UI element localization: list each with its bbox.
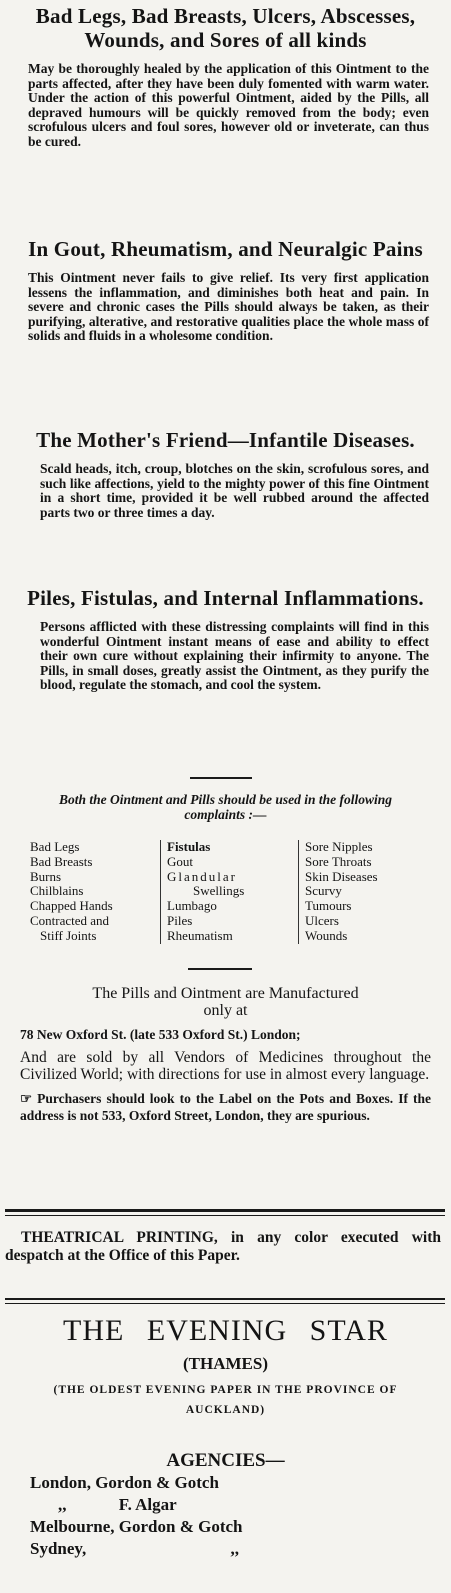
list-item: Fistulas [167, 839, 211, 854]
agencies-heading: AGENCIES— [166, 1450, 285, 1471]
complaints-column-3 [298, 840, 378, 944]
evening-star-advertisement [0, 1314, 451, 1420]
section-bad-legs [0, 4, 451, 149]
section-piles [0, 585, 451, 693]
agencies-list [0, 1450, 451, 1560]
ditto-mark: ,, [58, 1495, 67, 1514]
evening-star-title: THE EVENING STAR [63, 1314, 388, 1347]
evening-star-tagline: (THE OLDEST EVENING PAPER IN THE PROVINCE OF AUCKLAND) [53, 1384, 398, 1416]
section-heading: The Mother's Friend—Infantile Diseases. [36, 428, 415, 452]
complaints-column-2 [160, 840, 244, 944]
evening-star-subtitle: (THAMES) [183, 1354, 268, 1373]
section-body: Persons afflicted with these distressing complaints will find in this wonderful Ointment instant means of ease and ability to effect their own cure without explaining their infirmity to anyone. The Pills, in small doses, greatly assist the Ointment, as they purify the blood, regulate the stomach, and cool the system. [40, 619, 429, 692]
theatrical-printing-text: THEATRICAL PRINTING, in any color executed with despatch at the Office of this Paper. [5, 1229, 441, 1264]
complaints-column-1 [30, 840, 113, 944]
list-item: Sore Nipples [305, 839, 373, 854]
purchasers-warning-text: Purchasers should look to the Label on the Pots and Boxes. If the address is not 533, Oxford Street, London, they are spurious. [20, 1091, 431, 1123]
list-item: Tumours [305, 898, 352, 914]
manufacture-notice [0, 985, 451, 1124]
thin-divider [5, 1303, 445, 1304]
thick-divider [5, 1209, 445, 1212]
manufacture-address: 78 New Oxford St. (late 533 Oxford St.) London; [20, 1027, 301, 1042]
list-item: Bad Legs [30, 839, 80, 854]
agency-name: F. Algar [118, 1495, 177, 1514]
manufacture-line-2: only at [203, 1002, 248, 1019]
list-item: Chilblains [30, 883, 84, 899]
list-item: Rheumatism [167, 927, 233, 943]
section-gout [0, 236, 451, 344]
list-item: Lumbago [167, 898, 217, 914]
section-body: This Ointment never fails to give relief. Its very first application lessens the inflammation, and diminishes both heat and pain. In severe and chronic cases the Pills should always be taken, as their purifying, alterative, and restorative qualities place the whole mass of solids and fluids in a wholesome condition. [28, 270, 429, 343]
list-item: Swellings [193, 883, 245, 899]
section-heading: Bad Legs, Bad Breasts, Ulcers, Abscesses, Wounds, and Sores of all kinds [35, 4, 416, 52]
list-item: Glandular [167, 868, 237, 884]
short-divider [190, 777, 252, 779]
complaints-intro-text: Both the Ointment and Pills should be used in the following complaints :— [58, 792, 393, 822]
list-item: Ulcers [305, 912, 339, 928]
section-body: Scald heads, itch, croup, blotches on the skin, scrofulous sores, and such like affections, yield to the mighty power of this fine Ointment in a short time, provided it be well rubbed around the affected parts two or three times a day. [40, 461, 429, 520]
list-item: Scurvy [305, 883, 342, 899]
agency-sydney [0, 1538, 451, 1560]
list-item: Piles [167, 912, 193, 928]
short-divider [188, 968, 252, 970]
list-item: Skin Diseases [305, 868, 378, 884]
thin-divider [5, 1215, 445, 1216]
list-item: Wounds [305, 927, 348, 943]
pointing-hand-icon: ☞ [20, 1091, 33, 1106]
list-item: Burns [30, 868, 62, 884]
agency-london-second [0, 1494, 451, 1516]
section-body: May be thoroughly healed by the application of this Ointment to the parts affected, after they have been duly fomented with warm water. Under the action of this powerful Ointment, aided by the Pills, all depraved humours will be quickly removed from the body; even scrofulous ulcers and foul sores, however old or inveterate, can thus be cured. [28, 61, 429, 149]
section-heading: Piles, Fistulas, and Internal Inflammations. [27, 586, 424, 610]
section-mothers-friend [0, 427, 451, 520]
list-item: Contracted and [30, 912, 110, 928]
theatrical-printing-notice [0, 1229, 451, 1265]
purchasers-warning [0, 1090, 451, 1124]
vendors-notice: And are sold by all Vendors of Medicines throughout the Civilized World; with directions for use in almost every language. [20, 1049, 431, 1083]
divider [5, 1298, 445, 1300]
agency-melbourne: Melbourne, Gordon & Gotch [30, 1517, 243, 1536]
list-item: Sore Throats [305, 853, 372, 869]
agency-city: Sydney, [30, 1539, 87, 1558]
list-item: Gout [167, 853, 193, 869]
section-heading: In Gout, Rheumatism, and Neuralgic Pains [28, 237, 423, 261]
list-item: Chapped Hands [30, 898, 113, 914]
complaints-intro [0, 792, 451, 822]
manufacture-line-1: The Pills and Ointment are Manufactured [92, 985, 359, 1002]
ditto-mark: ,, [230, 1539, 239, 1558]
agency-london: London, Gordon & Gotch [30, 1473, 219, 1492]
list-item: Stiff Joints [40, 927, 97, 943]
list-item: Bad Breasts [30, 853, 93, 869]
